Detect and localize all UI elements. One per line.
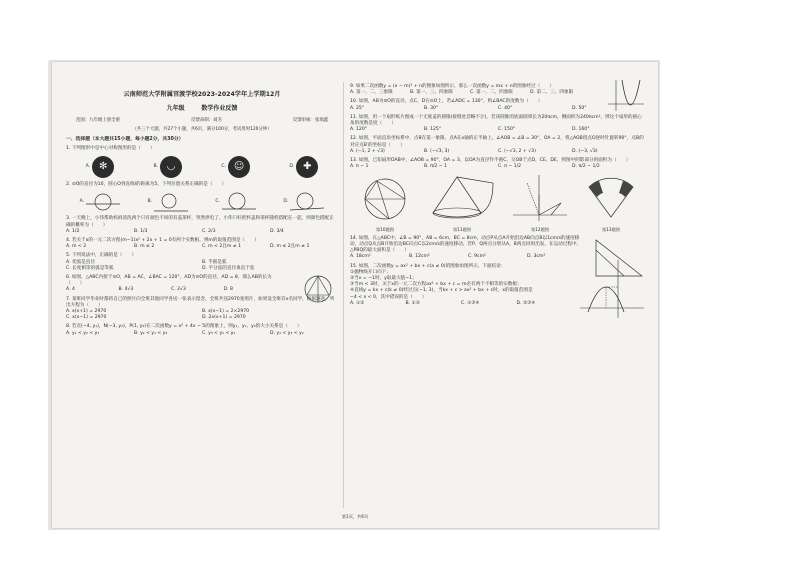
- question-stem: 14. 如图，在△ABC中，∠B = 90°，AB = 6cm，BC = 8cm，动点P从点A开始沿边AB向点B以1cm/s的速度移动，动点Q从点B开始沿边BC向点C以2cm/s的速度移动，若P、Q两点分别从A、B两点同时出发，在运动过程中，△PBQ的最大面积是（ ）: [350, 235, 582, 254]
- figure-caption: 第13题图: [602, 226, 620, 232]
- statement: ①抛物线开口向下；: [350, 269, 391, 275]
- totals-text: （共三个大题，共27个小题，共6页，满分100分，考试用时120分钟）: [132, 126, 272, 132]
- masked-face-icon: ☺: [228, 156, 250, 178]
- options: A. 25° B. 30° C. 40° D. 50°: [350, 105, 587, 111]
- question-stem: 3. 一天晚上，小伟帮助妈妈清洗两个只有颜色不同的有盖茶杯，突然停电了，小伟只好把杯盖和茶杯随机搭配在一起，则颜色搭配正确的概率为（ ）: [66, 216, 334, 228]
- q11-cone-figure: [427, 173, 497, 223]
- question-stem: 4. 若关于x的一元二次方程(m−1)x² + 2x + 1 = 0有两个实数根，则m的取值范围是（ ）: [66, 238, 259, 244]
- figure-caption: 第12题图: [531, 226, 549, 232]
- question-stem: 2. ⊙O的直径为10，圆心O到直线l的距离为5，下列位置关系正确的是（ ）: [66, 182, 227, 188]
- question-3: [66, 216, 338, 235]
- options: A. x(x+1) = 2970 B. x(x−1) = 2×2970 C. x(x−1) = 2970 D. 2x(x+1) = 2970: [66, 309, 250, 321]
- question-stem: 7. 某班同学毕业时都将自己的照片向全班其他同学各送一张表示留念，全班共送2970张照片，如果设全班有x名同学，根据题意，列出方程为（ ）: [66, 296, 335, 308]
- q9-parabola-figure: [606, 78, 646, 112]
- question-stem: 13. 如图，已知扇形OAB中，∠AOB = 90°，OA = 3，以OA为直径作半圆C，交OB于点D，CE、DE，则图中阴影部分的面积为（ ）: [350, 158, 631, 164]
- statement: −4 < x < 0，其中错误的是（ ）: [350, 294, 427, 300]
- section-heading: 一、选择题（本大题共15小题，每小题2分，共30分）: [66, 136, 184, 142]
- exam-title: 云南师范大学附属官渡学校2023-2024学年上学期12月: [123, 91, 281, 98]
- options: A. 4 B. 4√3 C. 2√3 D. 8: [66, 287, 233, 293]
- q12-coordinate-figure: [511, 173, 569, 223]
- q1-figures: [66, 156, 338, 178]
- question-9: [350, 84, 646, 96]
- left-column: [66, 62, 338, 528]
- question-10: [350, 99, 646, 111]
- options: A. 优弧是直径 B. 半圆是弧 C. 长度相等的弧是等弧 D. 平分弦的直径垂直于弦: [66, 259, 255, 271]
- options: A. y₁ < y₂ < y₃ B. y₂ < y₁ < y₃ C. y₃ < y₁ < y₂ D. y₁ < y₃ < y₂: [66, 330, 304, 336]
- circle-secant-line-icon: [86, 192, 120, 212]
- exam-subtitle: [66, 106, 338, 112]
- question-stem: 9. 如果二次函数y = (x − m)² + n的图象如图所示，那么一次函数y = mx + n的图象经过（ ）: [350, 84, 554, 89]
- question-15: [350, 264, 646, 307]
- options: A. 1/2 B. 1/3 C. 2/3 D. 3/4: [66, 228, 284, 234]
- circle-line-icon: [290, 192, 324, 212]
- right-column: [350, 62, 646, 528]
- question-2: [66, 182, 338, 212]
- question-stem: 1. 下列图形中是中心对称图形的是（ ）: [66, 146, 155, 152]
- figure-caption: 第10题图: [376, 226, 394, 232]
- figure-11: [427, 173, 497, 232]
- options: A. 第一、二、三象限 B. 第一、三、四象限 C. 第一、二、四象限 D. 第二、三、四象限: [350, 90, 574, 96]
- subject-label: 数学作业反馈: [201, 105, 238, 113]
- q1-option-a: A. ✻: [86, 156, 115, 178]
- grade-label: 九年级: [166, 105, 185, 113]
- options: A. π − 1 B. π/2 − 1 C. π − 1/2 D. π/2 − 1/2: [350, 164, 600, 170]
- options: A. (−1, 2 + √3) B. (−√3, 3) C. (−√3, 2 + √3) D. (−3, √3): [350, 148, 598, 154]
- virus-icon: ✻: [92, 156, 114, 178]
- figures-row: [350, 173, 646, 232]
- question-8: [66, 324, 338, 336]
- q10-circle-figure: [357, 173, 413, 223]
- hands-icon: ◡: [160, 156, 182, 178]
- circle-tangent-line-icon: [222, 192, 256, 212]
- page-footer: 第1页，共6页: [341, 514, 369, 519]
- q6-circle-figure: [302, 273, 334, 305]
- q15-parabola-figure: [578, 258, 646, 320]
- options: A. 120° B. 125° C. 150° D. 160°: [350, 127, 590, 133]
- question-11: [350, 115, 646, 134]
- statement: ②当x = −1时，y取最大值−1；: [350, 276, 417, 282]
- medical-cross-icon: ✚: [296, 156, 318, 178]
- options: A. m < 2 B. m ≤ 2 C. m < 2且m ≠ 1 D. m ≤ 2且m ≠ 1: [66, 244, 310, 250]
- question-stem: 10. 如图，AB为⊙O的直径，点C，D在⊙O上，若∠ADC = 130°，则∠BAC的度数为（ ）: [350, 99, 543, 105]
- figure-13: [583, 173, 639, 232]
- question-7: [66, 297, 338, 322]
- q2-option-b: B.: [147, 192, 188, 212]
- q1-option-b: B. ◡: [153, 156, 182, 178]
- question-13: [350, 158, 646, 170]
- q1-option-c: C. ☺: [221, 156, 250, 178]
- question-stem: 12. 如图，平面直角坐标系中，点B在第一象限，点A在x轴的正半轴上，∠AOB = ∠B = 30°，OA = 2，将△AOB绕点O逆时针旋转90°，点B的对应点B′的坐标是（ ）: [350, 136, 644, 148]
- scope-text: 范围：九年级上册全册: [76, 118, 120, 124]
- circle-separate-line-icon: [154, 192, 188, 212]
- question-stem: 6. 如图，△ABC内接于⊙O，AB = AC，∠BAC = 120°，AD为⊙O的直径，AD = 8，那么AB的长为（ ）: [66, 275, 272, 287]
- figure-caption: 第11题图: [453, 226, 471, 232]
- statement: ④直线y = kx + c(k ≠ 0)经过点(−1, 3)，当kx + c > ax² + bx + c时，x的取值范围是: [350, 288, 533, 294]
- question-stem: 11. 如图，用一个扇形纸片围成一个无底盖的圆锥(接缝处忽略不计)，若该圆锥的底面圆周长为20πcm，侧面积为240πcm²，则这个扇形的圆心角的度数是度（ ）: [350, 114, 642, 127]
- column-divider: [343, 82, 344, 508]
- q2-option-c: C.: [215, 192, 256, 212]
- q13-sector-figure: [583, 173, 639, 223]
- question-stem: 15. 如图，二次函数y = ax² + bx + c(a ≠ 0)的图象如图所示，下面结论：: [350, 263, 506, 269]
- q2-figures: [66, 192, 338, 212]
- exam-meta: [76, 118, 328, 124]
- q1-option-d: D. ✚: [289, 156, 318, 178]
- figure-12: [511, 173, 569, 232]
- q2-option-d: D.: [283, 192, 324, 212]
- question-5: [66, 253, 338, 272]
- question-4: [66, 238, 338, 250]
- options: A. 18cm² B. 12cm² C. 9cm² D. 3cm²: [350, 254, 546, 260]
- checker-text: 反馈审核：张瑞鑫: [292, 118, 328, 124]
- question-1: [66, 146, 338, 178]
- question-stem: 8. 若点(−4, y₁)，N(−3, y₂)，P(1, y₃)在二次函数y = x² + 4x − 5的图象上，则y₁，y₂，y₃的大小关系是（ ）: [66, 324, 302, 330]
- question-6: [66, 275, 338, 294]
- reviewer-text: 反馈命制：刘杰: [191, 118, 222, 124]
- options: A. ①② B. ①③ C. ①③④ D. ②③④: [350, 300, 536, 306]
- q2-option-a: A.: [80, 192, 121, 212]
- figure-10: [357, 173, 413, 232]
- question-stem: 5. 下列说法中，正确的是（ ）: [66, 253, 137, 259]
- question-12: [350, 136, 646, 155]
- exam-sheet: [52, 62, 658, 528]
- statement: ③当m < 3时，关于x的一元二次方程ax² + bx + c = m必有两个不相等的实数根；: [350, 282, 522, 288]
